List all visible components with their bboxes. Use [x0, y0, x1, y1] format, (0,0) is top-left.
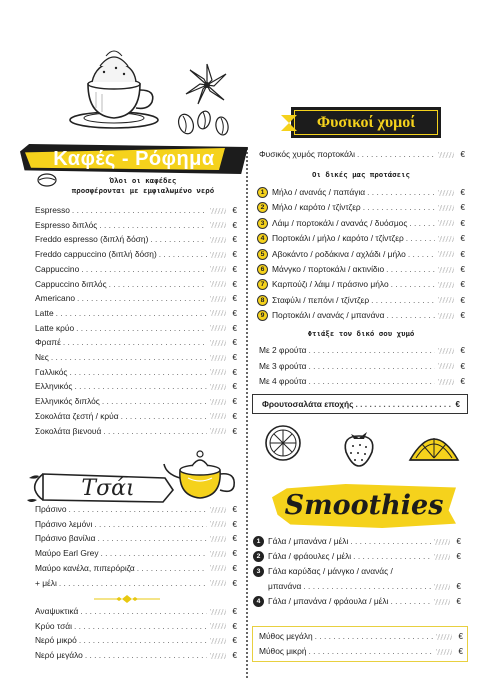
coffee-section-title: Καφές - Ρόφημα — [53, 148, 215, 170]
item-number-badge: 5 — [257, 249, 268, 260]
menu-item-coffee — [35, 278, 237, 291]
menu-item-make-own — [259, 375, 465, 388]
item-number-badge: 8 — [257, 295, 268, 306]
menu-item-coffee — [35, 307, 237, 320]
price-blank — [438, 313, 454, 319]
menu-item-name: Με 3 φρούτα — [259, 360, 307, 371]
price-blank — [438, 236, 454, 242]
euro-symbol: € — [460, 265, 465, 274]
euro-symbol: € — [460, 234, 465, 244]
menu-item-juice-suggestion — [257, 186, 465, 199]
menu-item-name: Ελληνικός — [35, 381, 73, 392]
dot-leader — [51, 351, 207, 364]
euro-symbol: € — [460, 295, 465, 305]
menu-item-name: Πράσινο βανίλια — [35, 533, 96, 544]
euro-symbol: € — [460, 150, 465, 159]
menu-item-smoothie — [253, 565, 461, 578]
dot-leader — [85, 649, 207, 662]
dot-leader — [101, 547, 207, 560]
euro-symbol: € — [232, 534, 237, 544]
price-blank — [438, 379, 454, 385]
menu-item-name: Νερό μεγάλο — [35, 650, 83, 661]
price-blank — [210, 208, 226, 214]
dot-leader — [121, 410, 207, 423]
menu-item-name: Latte κρύο — [35, 322, 75, 333]
euro-symbol: € — [456, 597, 461, 606]
menu-item-juice-suggestion — [257, 263, 465, 276]
item-number-badge: 3 — [257, 218, 268, 229]
menu-item-name: Πράσινο λεμόνι — [35, 518, 93, 529]
dot-leader — [408, 248, 435, 261]
dot-leader — [97, 532, 207, 545]
menu-item-juice-suggestion — [257, 294, 465, 307]
price-blank — [438, 282, 454, 288]
menu-item-name: Espresso — [35, 205, 70, 215]
menu-item-name: Μύθος μικρή — [259, 646, 307, 656]
menu-item-name: Φρουτοσαλάτα εποχής — [262, 399, 354, 409]
item-number-badge: 1 — [253, 536, 264, 547]
price-blank — [210, 281, 226, 287]
item-number-badge: 2 — [257, 202, 268, 213]
item-number-badge: 6 — [257, 264, 268, 275]
price-blank — [210, 536, 226, 542]
euro-symbol: € — [232, 250, 237, 260]
menu-item-coffee — [35, 425, 237, 438]
menu-item-name: Σοκολάτα βιενουά — [35, 425, 102, 436]
price-blank — [210, 399, 226, 405]
euro-symbol: € — [460, 188, 465, 197]
euro-symbol: € — [456, 582, 461, 591]
price-blank — [436, 634, 452, 640]
menu-item-coffee — [35, 351, 237, 364]
euro-symbol: € — [460, 361, 465, 371]
menu-item-coffee — [35, 336, 237, 349]
menu-item-name: Μάνγκο / πορτοκάλι / ακτινίδιο — [272, 264, 385, 274]
dot-leader — [390, 595, 431, 608]
dot-leader — [303, 580, 431, 593]
menu-item-name: Espresso διπλός — [35, 219, 98, 230]
menu-item-tea — [35, 547, 237, 560]
price-blank — [210, 521, 226, 527]
dot-leader — [59, 577, 207, 590]
star-anise-illustration — [182, 60, 232, 110]
euro-symbol: € — [232, 206, 237, 215]
dot-leader — [103, 425, 207, 438]
price-blank — [210, 428, 226, 434]
menu-item-name: Latte — [35, 307, 54, 318]
price-blank — [434, 584, 450, 590]
dot-leader — [409, 217, 435, 230]
menu-item-name: Αναψυκτικά — [35, 606, 79, 616]
dot-leader — [81, 263, 207, 276]
item-number-badge: 4 — [257, 233, 268, 244]
euro-symbol: € — [232, 411, 237, 421]
menu-item-beverage — [35, 605, 237, 618]
dot-leader — [309, 375, 436, 388]
euro-symbol: € — [232, 308, 237, 318]
strawberry-illustration — [338, 426, 380, 468]
dot-leader — [371, 294, 435, 307]
price-blank — [438, 267, 454, 273]
menu-item-name: Σταφύλι / πεπόνι / τζίντζερ — [272, 294, 370, 305]
menu-item-juice-suggestion — [257, 248, 465, 261]
euro-symbol: € — [232, 294, 237, 304]
euro-symbol: € — [456, 537, 461, 546]
euro-symbol: € — [460, 377, 465, 386]
dot-leader — [77, 292, 207, 305]
menu-item-coffee — [35, 263, 237, 276]
menu-item-name: Φραπέ — [35, 337, 61, 348]
menu-item-name: Ελληνικός διπλός — [35, 396, 100, 407]
menu-item-juice-suggestion — [257, 201, 465, 214]
euro-symbol: € — [460, 249, 465, 259]
euro-symbol: € — [232, 367, 237, 377]
dot-leader — [357, 148, 435, 161]
price-blank — [434, 599, 450, 605]
dot-leader — [69, 366, 207, 379]
price-blank — [210, 310, 226, 316]
price-blank — [210, 507, 226, 513]
menu-item-name: Λάιμ / πορτοκάλι / ανανάς / δυόσμος — [272, 217, 408, 228]
menu-item-name: Σοκολάτα ζεστή / κρύα — [35, 410, 119, 421]
menu-item-beverage — [35, 649, 237, 662]
price-blank — [210, 623, 226, 629]
menu-item-tea — [35, 562, 237, 575]
menu-item-name: Μήλο / ανανάς / παπάγια — [272, 187, 366, 197]
tea-section-title: Τσάι — [81, 476, 135, 501]
dot-leader — [63, 336, 207, 349]
euro-symbol: € — [232, 621, 237, 631]
menu-item-name: Νες — [35, 352, 49, 362]
price-blank — [210, 609, 226, 615]
price-blank — [210, 325, 226, 331]
dot-leader — [406, 232, 435, 245]
menu-item-fruit-salad — [262, 398, 460, 411]
price-blank — [210, 296, 226, 302]
menu-item-name: Κρύο τσάι — [35, 620, 72, 631]
menu-item-tea — [35, 532, 237, 545]
euro-symbol: € — [458, 632, 463, 641]
price-blank — [438, 152, 454, 158]
menu-item-coffee — [35, 292, 237, 305]
dot-leader — [150, 233, 207, 246]
menu-item-name: Καρπούζι / λάιμ / πράσινο μήλο — [272, 279, 389, 290]
euro-symbol: € — [232, 607, 237, 616]
menu-item-smoothie — [253, 595, 461, 608]
euro-symbol: € — [232, 235, 237, 245]
menu-item-coffee — [35, 395, 237, 408]
dot-leader — [356, 398, 453, 411]
dot-leader — [309, 344, 436, 357]
dot-leader — [159, 248, 207, 261]
dot-leader — [80, 605, 207, 618]
menu-item-smoothie — [253, 580, 461, 593]
euro-symbol: € — [232, 323, 237, 333]
menu-item-juice-suggestion — [257, 217, 465, 230]
euro-symbol: € — [232, 505, 237, 514]
menu-item-name: Νερό μικρό — [35, 635, 77, 646]
coffee-beans-illustration — [174, 106, 234, 140]
menu-item-beverage — [35, 634, 237, 647]
coffee-cup-illustration — [66, 46, 184, 130]
price-blank — [438, 190, 454, 196]
price-blank — [438, 348, 454, 354]
dot-leader — [74, 380, 207, 393]
menu-item-tea — [35, 518, 237, 531]
euro-symbol: € — [460, 346, 465, 355]
euro-symbol: € — [232, 220, 237, 230]
menu-item-name: Μήλο / καρότο / τζίντζερ — [272, 202, 361, 213]
item-number-badge: 3 — [253, 566, 264, 577]
menu-item-name: Freddo espresso (διπλή δόση) — [35, 234, 149, 245]
item-number-badge: 1 — [257, 187, 268, 198]
price-blank — [210, 252, 226, 258]
dot-leader — [109, 278, 207, 291]
price-blank — [438, 220, 454, 226]
menu-item-make-own — [259, 360, 465, 373]
dot-leader — [309, 645, 433, 658]
price-blank — [438, 205, 454, 211]
dot-leader — [315, 630, 433, 643]
divider-ornament — [92, 594, 162, 604]
dot-leader — [56, 307, 207, 320]
dot-leader — [76, 322, 207, 335]
menu-item-name: Γάλα / φράουλες / μέλι — [268, 551, 352, 561]
price-blank — [438, 251, 454, 257]
euro-symbol: € — [456, 552, 461, 561]
dot-leader — [79, 634, 207, 647]
menu-item-name: Γάλα / μπανάνα / φράουλα / μέλι — [268, 596, 389, 606]
dot-leader — [69, 503, 207, 516]
menu-item-name: Μαύρο κανέλα, πιπερόριζα — [35, 562, 135, 573]
menu-item-name: Cappuccino — [35, 263, 80, 274]
price-blank — [438, 297, 454, 303]
price-blank — [210, 369, 226, 375]
menu-item-name: Πορτοκάλι / μήλο / καρότο / τζίντζερ — [272, 233, 404, 244]
euro-symbol: € — [232, 338, 237, 348]
price-blank — [210, 551, 226, 557]
coffee-bean-small-icon — [36, 172, 58, 188]
coffee-note-line2: προσφέρονται με εμφιαλωμένο νερό — [71, 186, 215, 195]
menu-item-name: Μύθος μεγάλη — [259, 631, 313, 641]
price-blank — [434, 539, 450, 545]
menu-item-orange-juice — [259, 148, 465, 161]
menu-item-name: Γάλα καρύδας / μάνγκο / ανανάς / — [268, 566, 393, 576]
dot-leader — [94, 518, 207, 531]
euro-symbol: € — [232, 279, 237, 289]
menu-item-name: Αβοκάντο / ροδάκινα / αχλάδι / μήλο — [272, 248, 406, 259]
menu-item-name: Πράσινο — [35, 504, 67, 514]
euro-symbol: € — [460, 280, 465, 290]
euro-symbol: € — [460, 218, 465, 228]
menu-item-name: Γάλα / μπανάνα / μέλι — [268, 536, 349, 546]
dot-leader — [386, 309, 435, 322]
euro-symbol: € — [232, 397, 237, 407]
menu-item-name: Με 2 φρούτα — [259, 345, 307, 355]
euro-symbol: € — [460, 311, 465, 321]
menu-item-juice-suggestion — [257, 232, 465, 245]
menu-item-coffee — [35, 322, 237, 335]
dot-leader — [391, 278, 435, 291]
menu-item-name: + μέλι — [35, 577, 57, 588]
euro-symbol: € — [460, 203, 465, 213]
menu-item-name: Με 4 φρούτα — [259, 376, 307, 386]
orange-wedge-illustration — [408, 428, 460, 468]
menu-item-coffee — [35, 366, 237, 379]
price-blank — [210, 266, 226, 272]
menu-item-tea — [35, 503, 237, 516]
euro-symbol: € — [232, 636, 237, 646]
euro-symbol: € — [232, 264, 237, 274]
menu-item-coffee — [35, 380, 237, 393]
price-blank — [434, 554, 450, 560]
menu-item-juice-suggestion — [257, 309, 465, 322]
menu-item-name: Φυσικός χυμός πορτοκάλι — [259, 149, 356, 159]
menu-item-coffee — [35, 219, 237, 232]
price-blank — [210, 580, 226, 586]
menu-item-name: Πορτοκάλι / ανανάς / μπανάνα — [272, 310, 385, 321]
euro-symbol: € — [232, 578, 237, 588]
item-number-badge: 4 — [253, 596, 264, 607]
column-divider — [246, 148, 248, 678]
menu-item-smoothie — [253, 550, 461, 563]
menu-item-smoothie — [253, 535, 461, 548]
price-blank — [210, 638, 226, 644]
menu-item-name: μπανάνα — [268, 581, 302, 591]
euro-symbol: € — [232, 353, 237, 362]
menu-item-name: Cappuccino διπλός — [35, 278, 107, 289]
menu-item-make-own — [259, 344, 465, 357]
lemon-slice-illustration — [264, 424, 302, 462]
suggestions-title: Οι δικές μας προτάσεις — [312, 170, 410, 179]
euro-symbol: € — [232, 563, 237, 573]
price-blank — [210, 222, 226, 228]
euro-symbol: € — [232, 426, 237, 436]
price-blank — [210, 384, 226, 390]
price-blank — [436, 649, 452, 655]
euro-symbol: € — [232, 519, 237, 529]
euro-symbol: € — [232, 651, 237, 661]
price-blank — [210, 340, 226, 346]
price-blank — [210, 565, 226, 571]
dot-leader — [353, 550, 431, 563]
coffee-note-line1: Όλοι οι καφέδες — [109, 176, 177, 185]
dot-leader — [102, 395, 207, 408]
dot-leader — [363, 201, 435, 214]
dot-leader — [309, 360, 436, 373]
euro-symbol: € — [455, 400, 460, 409]
menu-item-name: Americano — [35, 293, 76, 304]
menu-item-tea — [35, 577, 237, 590]
dot-leader — [350, 535, 431, 548]
price-blank — [210, 237, 226, 243]
price-blank — [210, 653, 226, 659]
menu-item-milkshake — [259, 630, 463, 643]
menu-item-coffee — [35, 233, 237, 246]
price-blank — [210, 355, 226, 361]
menu-item-coffee — [35, 204, 237, 217]
price-blank — [438, 363, 454, 369]
dot-leader — [74, 620, 207, 633]
menu-item-coffee — [35, 248, 237, 261]
item-number-badge: 2 — [253, 551, 264, 562]
item-number-badge: 7 — [257, 279, 268, 290]
dot-leader — [137, 562, 207, 575]
menu-item-name: Μαύρο Earl Grey — [35, 548, 99, 559]
menu-item-name: Γαλλικός — [35, 366, 68, 377]
dot-leader — [367, 186, 435, 199]
dot-leader — [99, 219, 207, 232]
dot-leader — [72, 204, 207, 217]
juice-section-title: Φυσικοί χυμοί — [316, 114, 416, 131]
menu-item-juice-suggestion — [257, 278, 465, 291]
menu-item-name: Freddo cappuccino (διπλή δόση) — [35, 249, 157, 260]
menu-item-milkshake — [259, 645, 463, 658]
menu-item-coffee — [35, 410, 237, 423]
make-own-title: Φτιάξε τον δικό σου χυμό — [307, 329, 415, 338]
menu-item-beverage — [35, 620, 237, 633]
euro-symbol: € — [458, 647, 463, 656]
dot-leader — [386, 263, 435, 276]
item-number-badge: 9 — [257, 310, 268, 321]
smoothies-section-title: Smoothies — [284, 490, 444, 521]
price-blank — [210, 413, 226, 419]
euro-symbol: € — [232, 549, 237, 559]
euro-symbol: € — [232, 382, 237, 392]
